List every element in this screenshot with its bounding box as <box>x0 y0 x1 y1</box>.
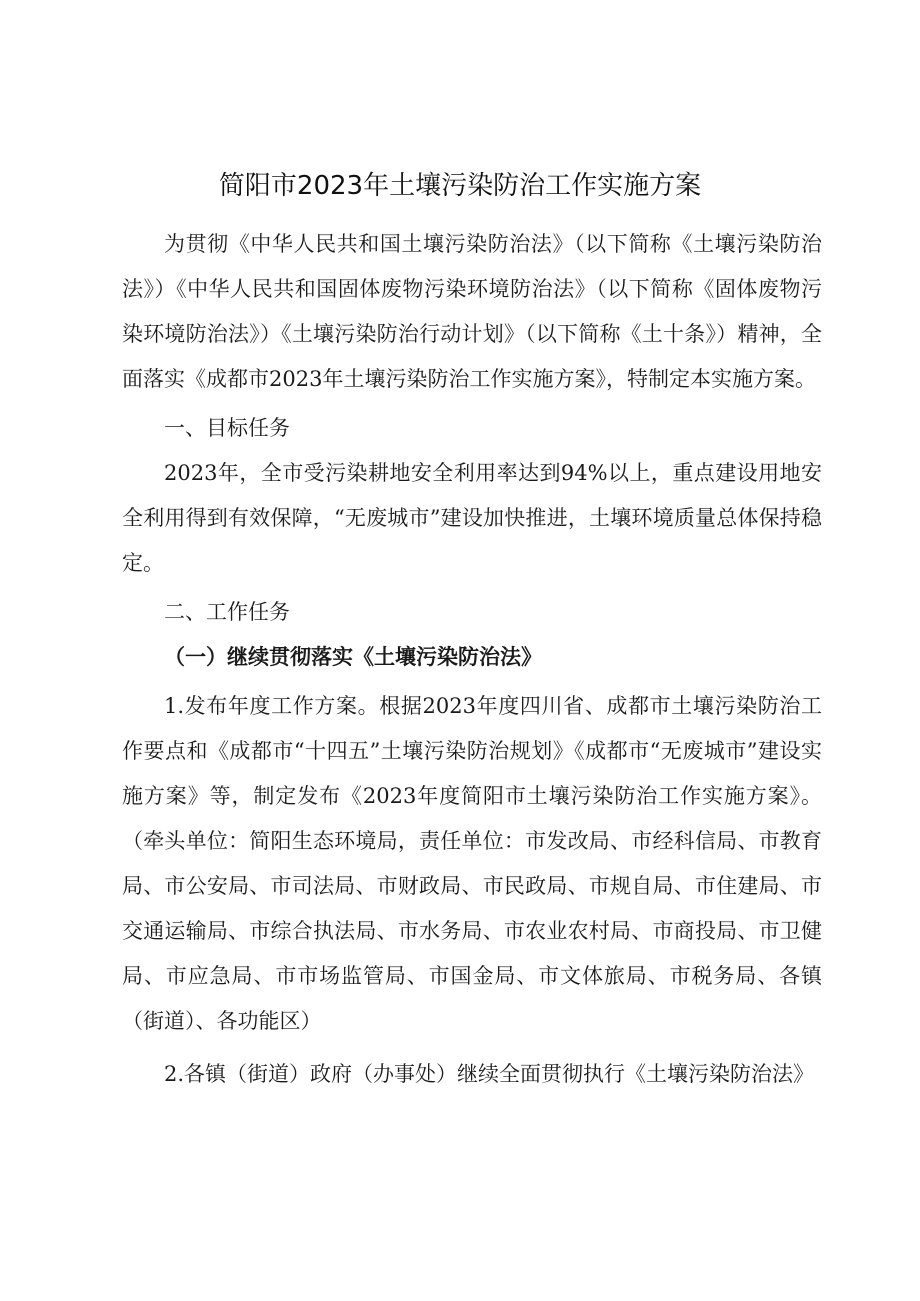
subsection-heading-law: （一）继续贯彻落实《土壤污染防治法》 <box>164 645 542 669</box>
section-heading-tasks: 二、工作任务 <box>164 600 290 624</box>
task-item-2: 2.各镇（街道）政府（办事处）继续全面贯彻执行《土壤污染防治法》 <box>164 1062 815 1086</box>
targets-paragraph: 2023年，全市受污染耕地安全利用率达到94%以上，重点建设用地安全利用得到有效保障，“无废城市”建设加快推进，土壤环境质量总体保持稳定。 <box>122 461 822 575</box>
task-item-1: 1.发布年度工作方案。根据2023年度四川省、成都市土壤污染防治工作要点和《成都市“十四五”土壤污染防治规划》《成都市“无废城市”建设实施方案》等，制定发布《2023年度简阳市土壤污染防治工作实施方案》。（牵头单位：简阳生态环境局，责任单位：市发改局、市经科信局、市教育局、市公安局、市司法局、市财政局、市民政局、市规自局、市住建局、市交通运输局、市综合执法局、市水务局、市农业农村局、市商投局、市卫健局、市应急局、市市场监管局、市国金局、市文体旅局、市税务局、各镇（街道）、各功能区） <box>122 694 822 1033</box>
document-body <box>122 222 822 1097</box>
document-title: 简阳市2023年土壤污染防治工作实施方案 <box>218 171 702 201</box>
section-heading-targets: 一、目标任务 <box>164 416 290 440</box>
intro-paragraph: 为贯彻《中华人民共和国土壤污染防治法》（以下简称《土壤污染防治法》）《中华人民共和国固体废物污染环境防治法》（以下简称《固体废物污染环境防治法》）《土壤污染防治行动计划》（以下简称《土十条》）精神，全面落实《成都市2023年土壤污染防治工作实施方案》，特制定本实施方案。 <box>122 232 822 391</box>
